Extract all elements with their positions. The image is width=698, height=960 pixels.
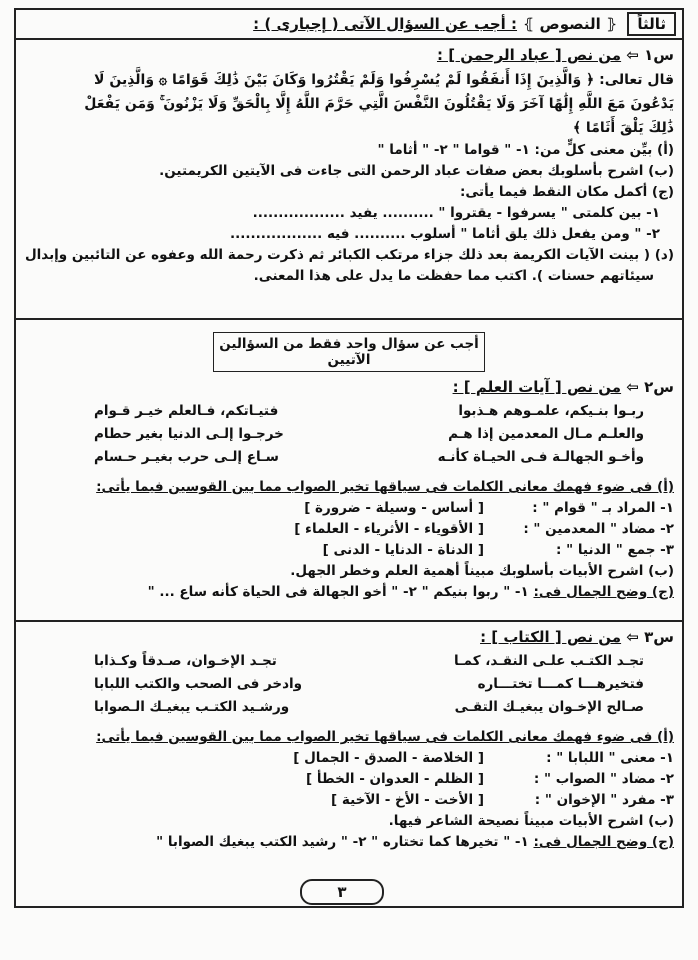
hemistich-right: تجـد الكتـب علـى النقـد، كمـا	[453, 653, 644, 669]
exam-page	[14, 8, 684, 908]
hemistich-left: ورشـيد الكتـب يبغيـك الـصوابا	[94, 699, 290, 715]
q1-part-b: (ب) اشرح بأسلوبك بعض صفات عباد الرحمن التى جاءت فى الآيتين الكريمتين.	[159, 163, 674, 179]
q1-part-c2: ٢- " ومن يفعل ذلك يلق أثاما " أسلوب .......... فيه ..................	[229, 226, 660, 242]
q2-part-a: (أ) فى ضوء فهمك معانى الكلمات فى سياقها تخير الصواب مما بين القوسين فيما يأتى:	[96, 479, 674, 495]
question-3	[16, 622, 682, 857]
q3-source: من نص [ الكتاب ] :	[480, 628, 622, 646]
option-label: ٣- جمع " الدنيا " :	[556, 542, 674, 558]
q1-part-c: (ج) أكمل مكان النقط فيما يأتى:	[459, 184, 674, 200]
q1-part-a: (أ) بيِّن معنى كلٍّ من: ١- " قواما " ٢- " أثاما "	[377, 142, 674, 158]
option-label: ٣- مفرد " الإخوان " :	[534, 792, 674, 808]
q2-part-b: (ب) اشرح الأبيات بأسلوبك مبيناً أهمية العلم وخطر الجهل.	[290, 563, 674, 579]
section-header	[16, 10, 682, 40]
poem-verse	[24, 400, 674, 423]
poem-verse	[24, 423, 674, 446]
arrow-left-icon: ⇦	[626, 378, 639, 396]
poem-verse	[24, 696, 674, 719]
hemistich-left: وادخر فى الصحب والكتب اللبابا	[94, 676, 303, 692]
option-choices: [ أساس - وسيلة - ضرورة ]	[304, 500, 484, 516]
section-badge: ثالثاً	[627, 12, 676, 36]
q2-heading	[24, 378, 674, 396]
hemistich-right: والعلـم مـال المعدمين إذا هـم	[448, 426, 644, 442]
hemistich-left: سـاع إلـى حرب بغيـر حـسام	[94, 449, 279, 465]
q3-part-c-items: ١- " تخيرها كما تختاره " ٢- " رشيد الكتب يبغيك الصوابا "	[156, 834, 529, 850]
section-title: ⦃ النصوص ⦄	[523, 15, 618, 33]
q1-part-d-line-1: (د) ( بينت الآيات الكريمة بعد ذلك جزاء مرتكب الكبائر ثم ذكرت رحمة الله وعفوه عن التائبين وإبدال	[24, 247, 674, 263]
poem-verse	[24, 446, 674, 469]
q1-verse-line-2: يَدْعُونَ مَعَ اللَّهِ إِلَٰهًا آخَرَ وَلَا يَقْتُلُونَ النَّفْسَ الَّتِي حَرَّمَ اللَّهُ إِلَّا بِالْحَقِّ وَلَا يَزْنُونَ ۚ وَمَن يَفْعَلْ	[84, 96, 674, 112]
hemistich-right: صـالح الإخـوان يبغيـك التقـى	[454, 699, 644, 715]
question-2	[16, 320, 682, 622]
q1-verse-line-1: قال تعالى: ﴿ وَالَّذِينَ إِذَا أَنفَقُوا لَمْ يُسْرِفُوا وَلَمْ يَقْتُرُوا وَكَانَ بَيْنَ ذَٰلِكَ قَوَامًا ۞ وَالَّذِينَ لَا	[94, 72, 674, 88]
option-row	[24, 540, 674, 561]
hemistich-left: تجـد الإخـوان، صـدقاً وكـذابا	[94, 653, 277, 669]
option-label: ٢- مضاد " الصواب " :	[533, 771, 674, 787]
hemistich-right: وأخـو الجهالـة فـى الحيـاة كأنـه	[437, 449, 644, 465]
q2-part-c-label: (ج) وضح الجمال فى:	[533, 584, 674, 600]
option-row	[24, 790, 674, 811]
q3-part-a: (أ) فى ضوء فهمك معانى الكلمات فى سياقها تخير الصواب مما بين القوسين فيما يأتى:	[96, 729, 674, 745]
q2-part-c	[24, 582, 674, 603]
q1-heading	[24, 46, 674, 64]
q2-part-c-items: ١- " ربوا بنيكم " ٢- " أخو الجهالة فى الحياة كأنه ساع ... "	[147, 584, 529, 600]
q1-part-c1: ١- بين كلمتى " يسرفوا - يقتروا " .......... يفيد ..................	[252, 205, 660, 221]
hemistich-right: ربـوا بنـيكم، علمـوهم هـذبوا	[458, 403, 644, 419]
q3-part-c	[24, 832, 674, 853]
hemistich-left: فتيـاتكم، فـالعلم خيـر قـوام	[94, 403, 279, 419]
arrow-left-icon: ⇦	[626, 46, 639, 64]
option-row	[24, 769, 674, 790]
hemistich-left: خرجـوا إلـى الدنيا بغير حطام	[94, 426, 284, 442]
q3-label: س٣	[644, 628, 674, 646]
q2-label: س٢	[644, 378, 674, 396]
option-choices: [ الأقوياء - الأثرياء - العلماء ]	[294, 521, 484, 537]
q1-part-d-line-2: سيئاتهم حسنات ). اكتب مما حفظت ما يدل على هذا المعنى.	[253, 268, 654, 284]
q3-part-c-label: (ج) وضح الجمال فى:	[533, 834, 674, 850]
option-label: ١- معنى " اللبابا " :	[546, 750, 674, 766]
section-instruction: : أجب عن السؤال الآتى ( إجبارى ) :	[253, 15, 518, 33]
option-choices: [ الخلاصة - الصدق - الجمال ]	[293, 750, 484, 766]
option-label: ١- المراد بـ " قوام " :	[532, 500, 674, 516]
q3-heading	[24, 628, 674, 646]
option-row	[24, 748, 674, 769]
question-1	[16, 40, 682, 320]
choose-one-instruction: أجب عن سؤال واحد فقط من السؤالين الآتيين	[213, 332, 485, 372]
q1-source: من نص [ عباد الرحمن ] :	[436, 46, 622, 64]
option-choices: [ الدناة - الدنايا - الدنى ]	[322, 542, 484, 558]
poem-verse	[24, 673, 674, 696]
page-number: ٣	[300, 879, 384, 905]
option-choices: [ الأخت - الأخ - الآخية ]	[331, 792, 484, 808]
q3-part-b: (ب) اشرح الأبيات مبيناً نصيحة الشاعر فيها.	[388, 813, 674, 829]
q1-verse-line-3: ذَٰلِكَ يَلْقَ أَثَامًا ﴾	[572, 120, 674, 136]
q2-source: من نص [ آيات العلم ] :	[452, 378, 622, 396]
option-row	[24, 498, 674, 519]
poem-verse	[24, 650, 674, 673]
q1-label: س١	[644, 46, 674, 64]
option-label: ٢- مضاد " المعدمين " :	[523, 521, 674, 537]
option-choices: [ الظلم - العدوان - الخطأ ]	[306, 771, 484, 787]
arrow-left-icon: ⇦	[626, 628, 639, 646]
option-row	[24, 519, 674, 540]
hemistich-right: فتخيرهـــا كمـــا تختـــاره	[477, 676, 644, 692]
